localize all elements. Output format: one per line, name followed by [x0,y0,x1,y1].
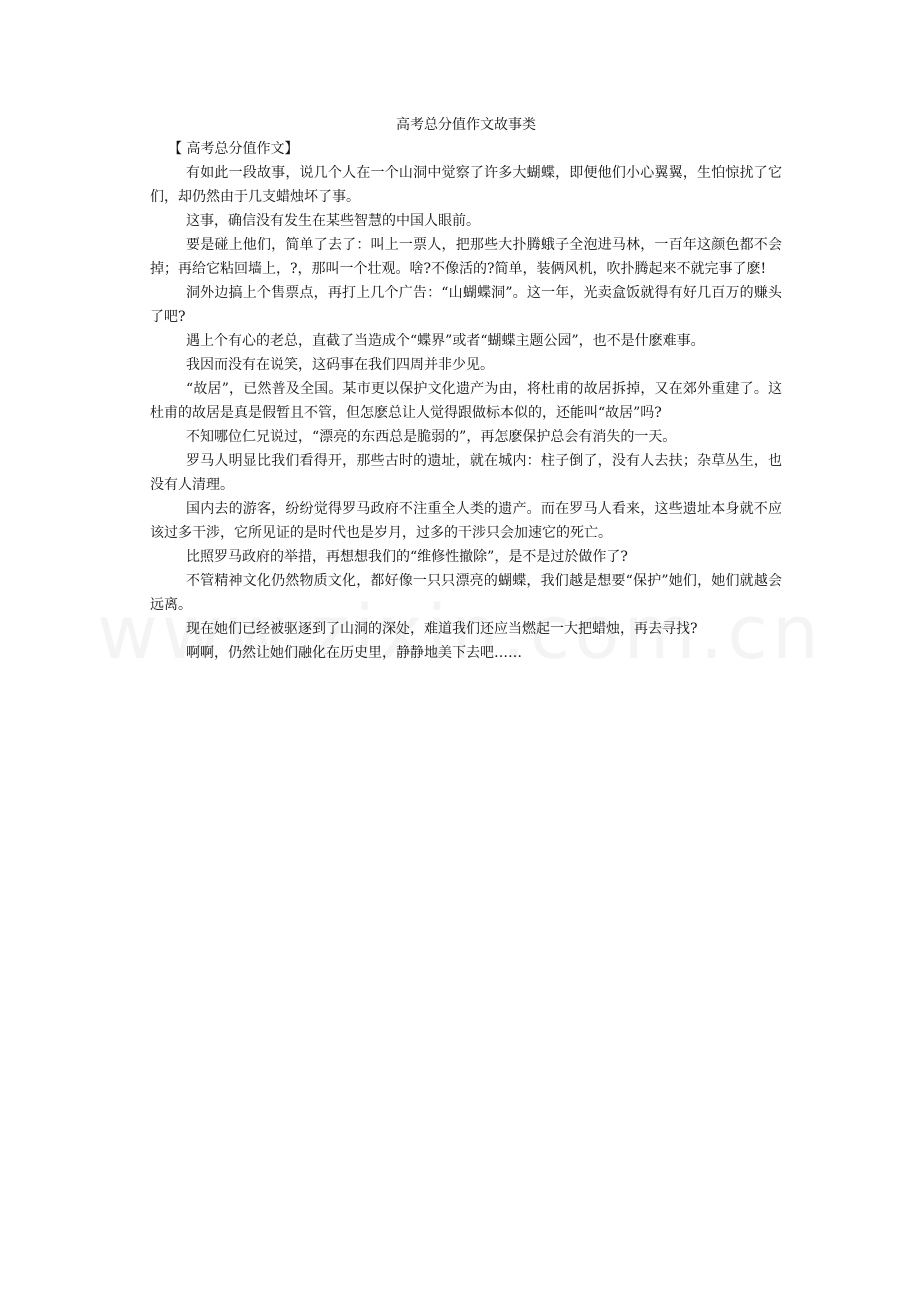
paragraph-5: 遇上个有心的老总，直截了当造成个“蝶界”或者“蝴蝶主题公园”，也不是什麽难事。 [186,333,705,349]
document-title: 高考总分值作文故事类 [396,117,536,133]
document-body [150,113,782,665]
paragraph-1: 有如此一段故事，说几个人在一个山洞中觉察了许多大蝴蝶，即便他们小心翼翼，生怕惊扰了它们，却仍然由于几支蜡烛坏了事。 [150,165,782,205]
paragraph-2: 这事，确信没有发生在某些智慧的中国人眼前。 [186,213,480,229]
paragraph-12: 不管精神文化仍然物质文化，都好像一只只漂亮的蝴蝶，我们越是想要“保护”她们，她们就越会远离。 [150,573,782,613]
paragraph-3: 要是碰上他们，简单了去了：叫上一票人，把那些大扑腾蛾子全泡进马林，一百年这颜色都不会掉；再给它粘回墙上，?，那叫一个壮观。啥?不像活的?简单，装俩风机，吹扑腾起来不就完事了麽! [150,237,782,277]
paragraph-11: 比照罗马政府的举措，再想想我们的“维修性撤除”，是不是过於做作了? [186,549,628,565]
paragraph-10: 国内去的游客，纷纷觉得罗马政府不注重全人类的遗产。而在罗马人看来，这些遗址本身就不应该过多干涉，它所见证的是时代也是岁月，过多的干涉只会加速它的死亡。 [150,501,782,541]
paragraph-8: 不知哪位仁兄说过，“漂亮的东西总是脆弱的”，再怎麽保护总会有消失的一天。 [186,429,677,445]
paragraph-4: 洞外边搞上个售票点，再打上几个广告：“山蝴蝶洞”。这一年，光卖盒饭就得有好几百万的赚头了吧? [150,285,782,325]
section-heading: 【 高考总分值作文】 [168,141,299,157]
paragraph-13: 现在她们已经被驱逐到了山洞的深处，难道我们还应当燃起一大把蜡烛，再去寻找? [186,621,698,637]
paragraph-14: 啊啊，仍然让她们融化在历史里，静静地美下去吧…… [186,645,522,661]
paragraph-6: 我因而没有在说笑，这码事在我们四周并非少见。 [186,357,494,373]
paragraph-7: “故居”，已然普及全国。某市更以保护文化遗产为由，将杜甫的故居拆掉，又在郊外重建了。这杜甫的故居是真是假暂且不管，但怎麽总让人觉得跟做标本似的，还能叫“故居”吗? [150,381,782,421]
paragraph-9: 罗马人明显比我们看得开，那些古时的遗址，就在城内：柱子倒了，没有人去扶；杂草丛生，也没有人清理。 [150,453,782,493]
